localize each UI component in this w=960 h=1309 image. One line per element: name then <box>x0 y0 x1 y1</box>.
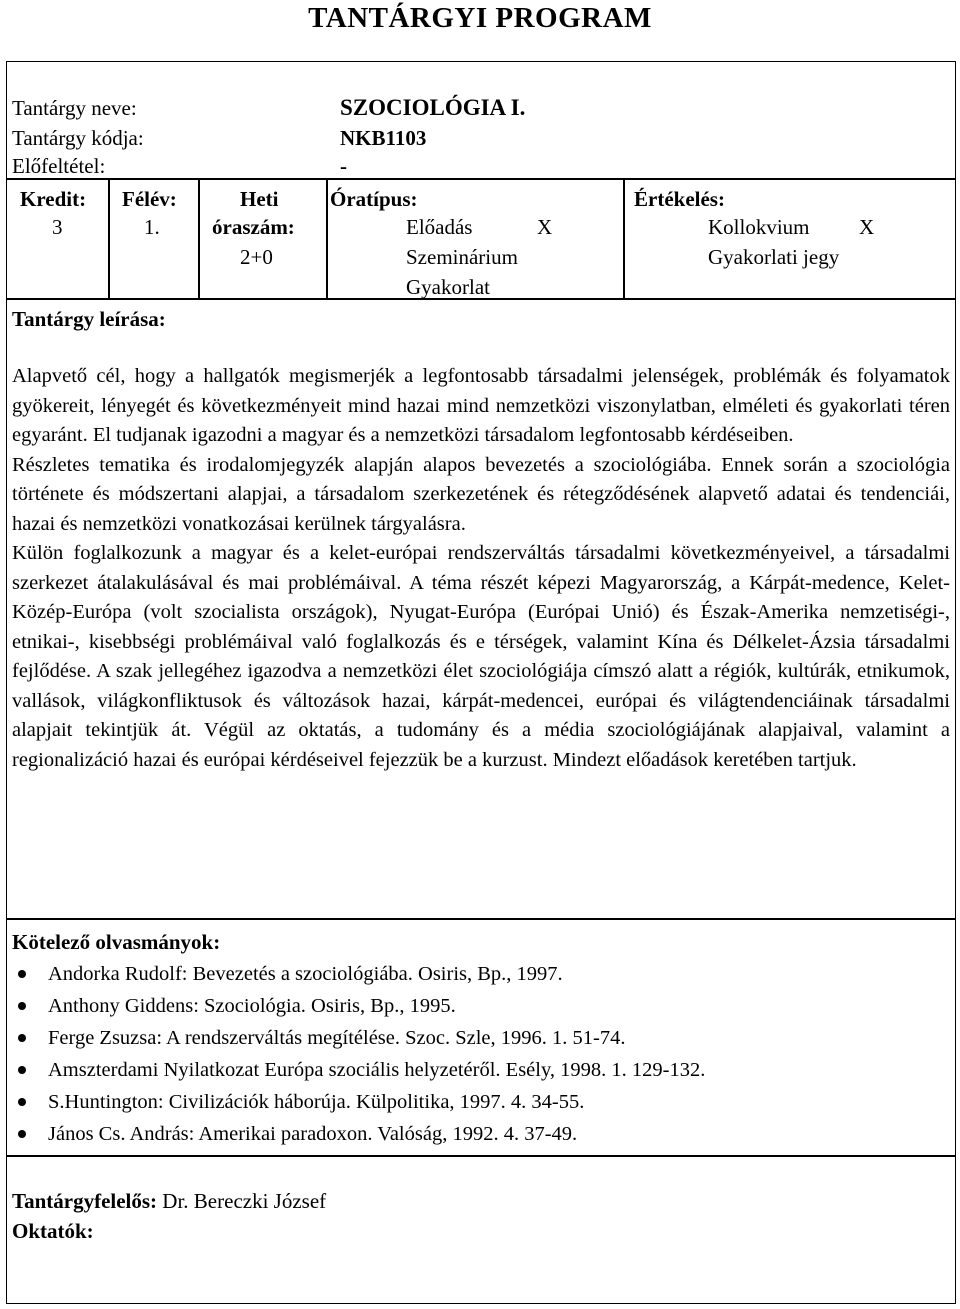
bullet-icon <box>18 1002 26 1010</box>
col-divider-2 <box>198 178 200 299</box>
eval-practical-grade: Gyakorlati jegy <box>708 245 840 269</box>
responsible-label: Tantárgyfelelős: <box>12 1189 158 1213</box>
responsible-value: Dr. Bereczki József <box>162 1189 327 1213</box>
readings-list <box>12 958 912 1150</box>
table-divider-bottom <box>6 298 624 300</box>
description-paragraph: Alapvető cél, hogy a hallgatók megismerjék a legfontosabb társadalmi jelenségek, problémák és folyamatok gyökereit, lényegét és következményeit mind hazai mind nemzetközi viszonylatban, elméleti és gyakorlati téren egyaránt. El tudjanak igazodni a magyar és a nemzetközi társadalom legfontosabb kérdéseiben. <box>12 365 950 446</box>
list-item <box>12 1118 912 1150</box>
semester-label: Félév: <box>122 187 177 211</box>
bullet-icon <box>18 1034 26 1042</box>
list-item <box>12 1054 912 1086</box>
reading-text: János Cs. András: Amerikai paradoxon. Valóság, 1992. 4. 37-49. <box>48 1123 578 1145</box>
section-divider-readings <box>6 1155 956 1157</box>
classtype-label: Óratípus: <box>330 187 418 211</box>
bullet-icon <box>18 970 26 978</box>
prereq-label: Előfeltétel: <box>12 154 106 178</box>
hours-label-line2: óraszám: <box>212 215 295 239</box>
description-paragraph: Külön foglalkozunk a magyar és a kelet-európai rendszerváltás társadalmi következményeivel, a társadalmi szerkezet átalakulásával és mai problémáival. A téma részét képezi Magyarország, a Kárpát-medence, Kelet-Közép-Európa (volt szocialista országok), Nyugat-Európa (Európai Unió) és Észak-Amerika nemzetiségi-, etnikai-, kisebbségi problémáival való foglalkozás és e térségek, valamint Kína és Délkelet-Ázsia társadalmi fejlődése. A szak jellegéhez igazodva a nemzetközi élet szociológiája címszó alatt a régiók, kultúrák, etnikumok, vallások, világkonfliktusok és változások hazai, kárpát-medencei, európai és világtendenciáinak társadalmi alapjait tekintjük át. Végül az oktatás, a tudomány és a média szociológiájának alapjaival, valamint a regionalizáció hazai és európai kérdéseivel fejezzük be a kurzust. Mindezt előadások keretében tartjuk. <box>12 542 950 771</box>
credit-label: Kredit: <box>20 187 87 211</box>
section-divider-description <box>6 918 956 920</box>
bullet-icon <box>18 1066 26 1074</box>
reading-text: Anthony Giddens: Szociológia. Osiris, Bp., 1995. <box>48 995 456 1017</box>
list-item <box>12 1022 912 1054</box>
list-item <box>12 958 912 990</box>
eval-label: Értékelés: <box>634 187 725 211</box>
course-code-value: NKB1103 <box>340 126 427 150</box>
page-title: TANTÁRGYI PROGRAM <box>308 2 652 34</box>
description-label: Tantárgy leírása: <box>12 307 166 331</box>
reading-text: Andorka Rudolf: Bevezetés a szociológiába. Osiris, Bp., 1997. <box>48 963 563 985</box>
credit-value: 3 <box>52 215 63 239</box>
col-divider-1 <box>108 178 110 299</box>
bullet-icon <box>18 1098 26 1106</box>
readings-label: Kötelező olvasmányok: <box>12 930 221 954</box>
responsible-row <box>12 1188 326 1214</box>
eval-exam: Kollokvium <box>708 215 810 239</box>
course-code-label: Tantárgy kódja: <box>12 126 144 150</box>
hours-value: 2+0 <box>240 245 273 269</box>
description-text <box>12 362 950 775</box>
bullet-icon <box>18 1130 26 1138</box>
col-divider-3 <box>326 178 328 299</box>
eval-exam-mark: X <box>859 215 875 239</box>
classtype-lecture: Előadás <box>406 215 473 239</box>
hours-label-line1: Heti <box>240 187 279 211</box>
classtype-practice: Gyakorlat <box>406 275 490 299</box>
classtype-lecture-mark: X <box>537 215 553 239</box>
teachers-label: Oktatók: <box>12 1219 94 1243</box>
course-name-label: Tantárgy neve: <box>12 96 137 120</box>
reading-text: Amszterdami Nyilatkozat Európa szociális helyzetéről. Esély, 1998. 1. 129-132. <box>48 1059 706 1081</box>
reading-text: Ferge Zsuzsa: A rendszerváltás megítélése. Szoc. Szle, 1996. 1. 51-74. <box>48 1027 626 1049</box>
list-item <box>12 990 912 1022</box>
reading-text: S.Huntington: Civilizációk háborúja. Külpolitika, 1997. 4. 34-55. <box>48 1091 585 1113</box>
description-paragraph: Részletes tematika és irodalomjegyzék alapján alapos bevezetés a szociológiába. Ennek során a szociológia története és módszertani alapjai, a társadalom szerkezetének és rétegződésének alapvető adatai és tendenciái, hazai és nemzetközi vonatkozásai kerülnek tárgyalásra. <box>12 453 950 535</box>
classtype-seminar: Szeminárium <box>406 245 518 269</box>
table-divider-top <box>6 178 956 180</box>
list-item <box>12 1086 912 1118</box>
semester-value: 1. <box>144 215 160 239</box>
eval-box-bottom <box>623 298 956 300</box>
prereq-value: - <box>340 154 347 178</box>
course-name-value: SZOCIOLÓGIA I. <box>340 95 526 120</box>
col-divider-4 <box>623 178 625 299</box>
